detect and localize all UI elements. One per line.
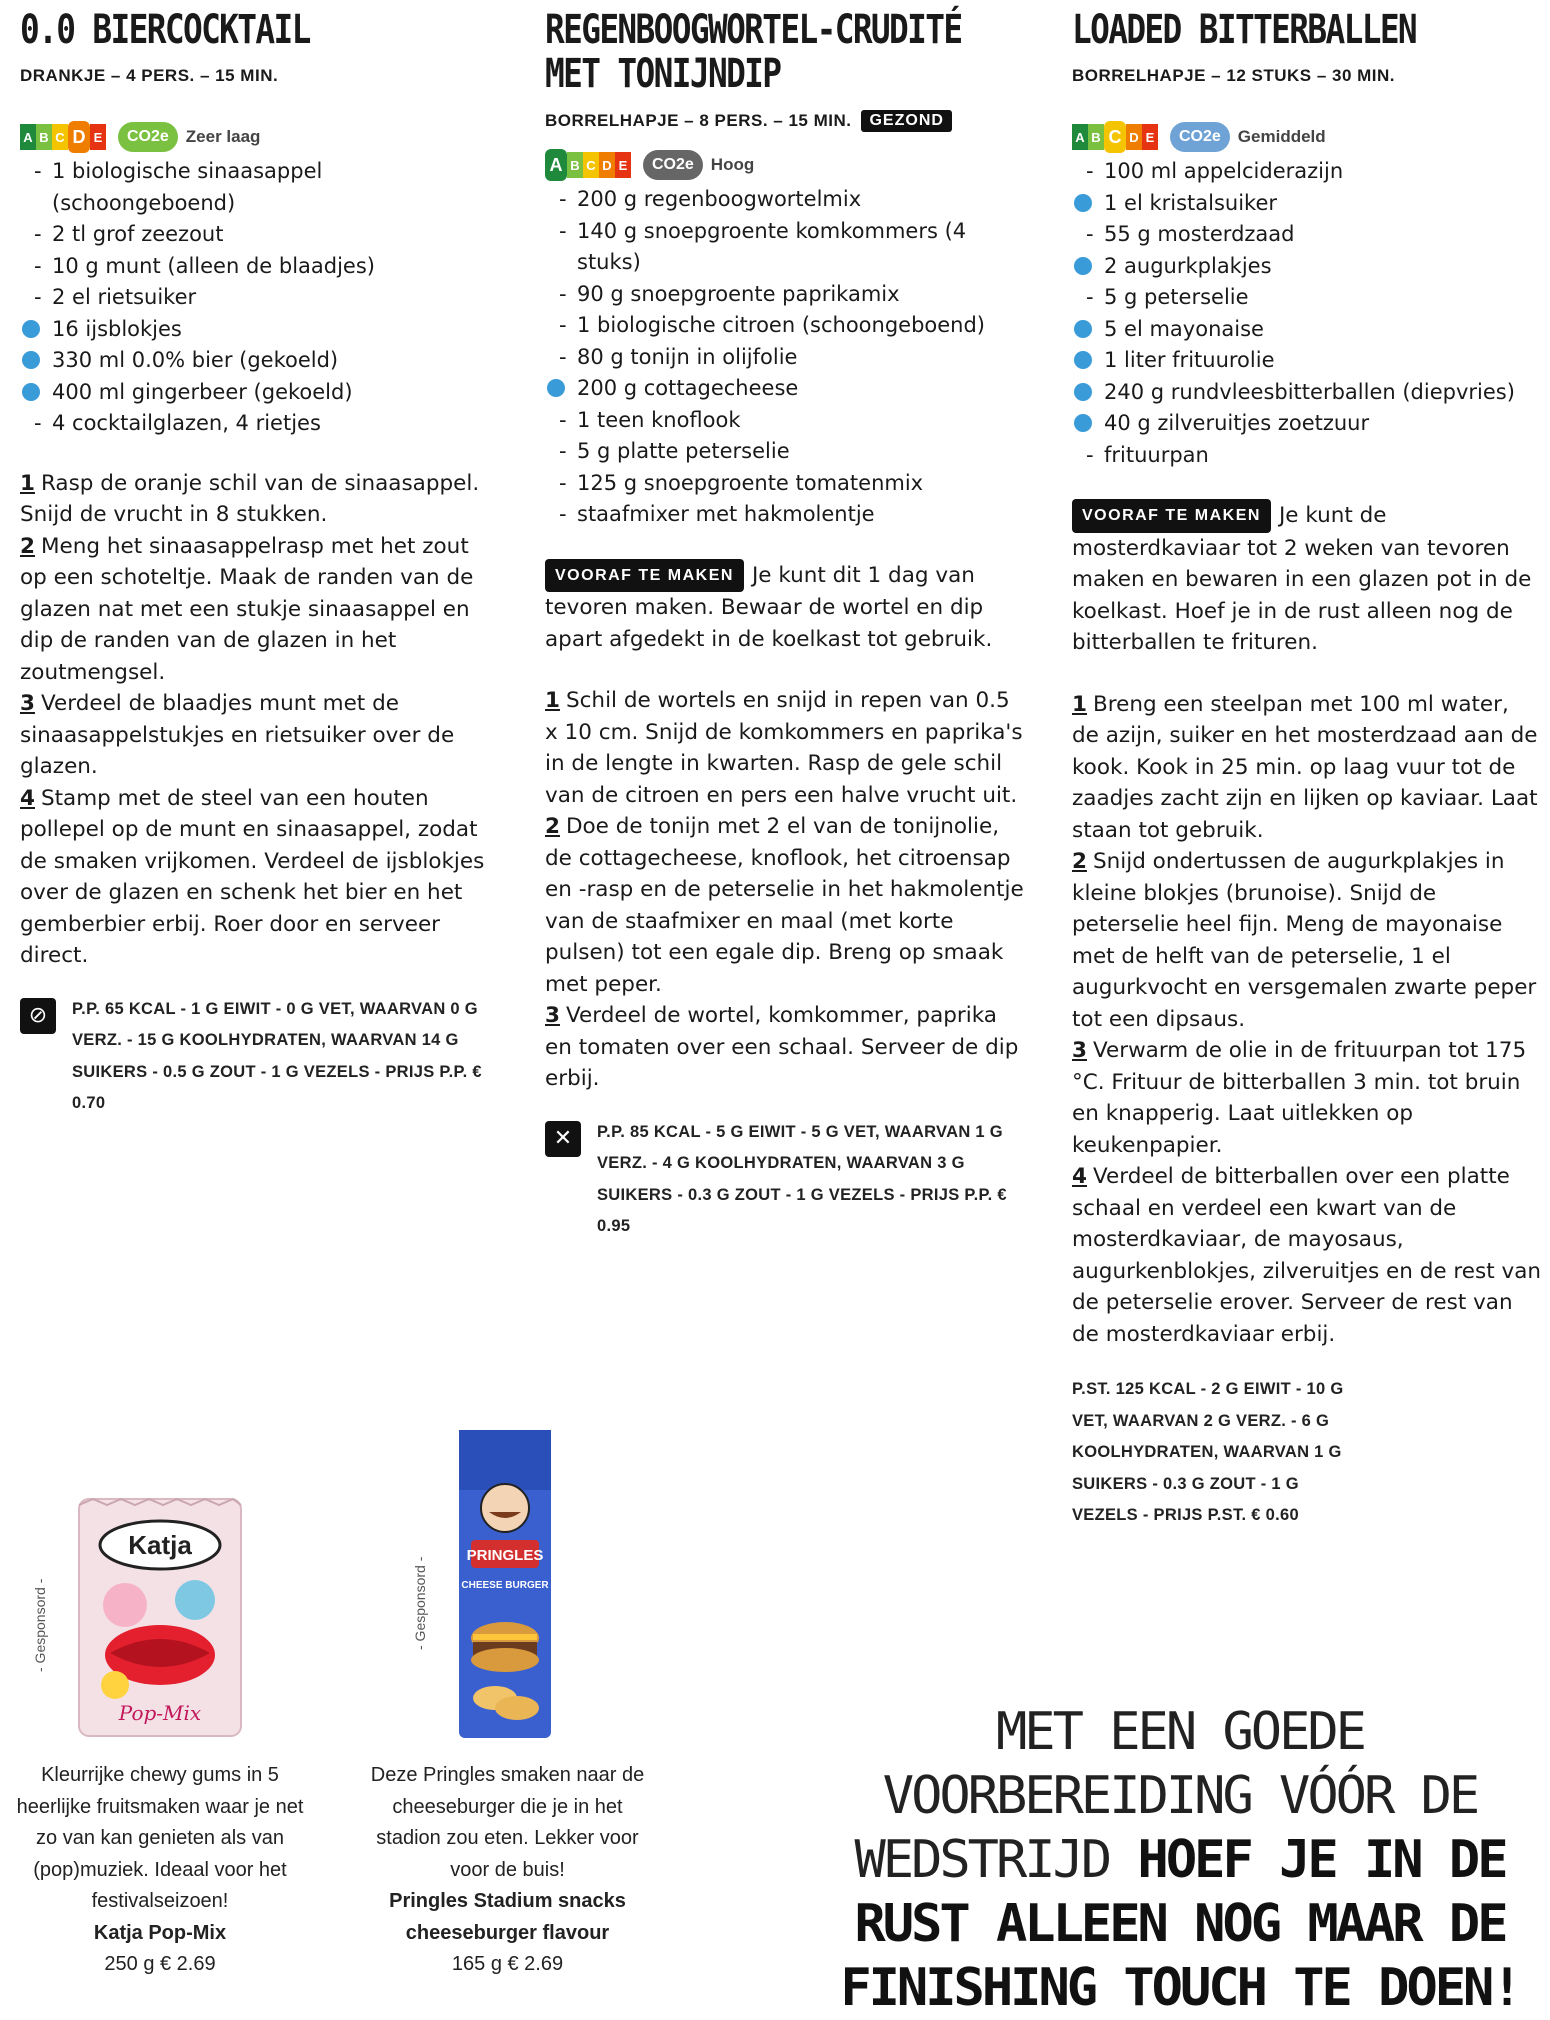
step-text: Snijd ondertussen de augurkplakjes in kleine blokjes (brunoise). Snijd de peterselie heel fijn. Meng de mayonaise met de helft van de peterselie, 1 el augurkvocht en versgemalen zwarte peper tot een dipsaus. (1072, 849, 1537, 1032)
ingredient-item (20, 408, 500, 440)
pringles-brand: PRINGLES (466, 1547, 544, 1564)
ingredient-item (20, 251, 500, 283)
step-text: Verwarm de olie in de frituurpan tot 175 °C. Frituur de bitterballen 3 min. tot bruin en knapperig. Laat uitlekken op keukenpapier. (1072, 1038, 1527, 1158)
ingredient-text: 100 ml appelciderazijn (1104, 159, 1344, 183)
step-number: 2 (20, 533, 35, 559)
ingredient-text: 4 cocktailglazen, 4 rietjes (52, 411, 321, 435)
no-alcohol-icon: ⊘ (20, 998, 56, 1034)
promo-price: 250 g € 2.69 (104, 1953, 216, 1975)
recipe-meta (545, 110, 1025, 132)
ingredient-text: 200 g cottagecheese (577, 376, 799, 400)
vooraf-block (545, 559, 1025, 656)
ingredient-item (545, 405, 1025, 437)
ingredient-text: 400 ml gingerbeer (gekoeld) (52, 379, 353, 404)
healthy-tag: GEZOND (861, 110, 951, 132)
ingredient-item (20, 156, 500, 219)
step-text: Rasp de oranje schil van de sinaasappel. Snijd de vrucht in 8 stukken. (20, 470, 480, 527)
step-text: Doe de tonijn met 2 el van de tonijnolie, de cottagecheese, knoflook, het citroensap en -rasp en de peterselie in het hakmolentje van de staafmixer en maal (met korte pulsen) tot een egale dip. Breng op smaak met peper. (545, 814, 1024, 997)
nutriscore-b: B (1088, 124, 1104, 150)
ingredient-item (545, 373, 1025, 405)
promo-katja (10, 1760, 310, 1981)
ingredient-item (545, 468, 1025, 500)
step-number: 3 (20, 691, 35, 716)
promo-price: 165 g € 2.69 (451, 1953, 564, 1975)
nutriscore-badge (20, 122, 106, 152)
recipe-biercocktail (20, 0, 500, 1120)
vooraf-text: Je kunt de mosterdkaviaar tot 2 weken van tevoren maken en bewaren in een glazen pot in de koelkast. Hoef je in de rust alleen nog de bitterballen te frituren. (1072, 503, 1532, 655)
recipe-step (20, 468, 500, 531)
ingredient-item (1072, 219, 1542, 251)
ingredient-text: 2 augurkplakjes (1104, 253, 1272, 278)
score-row (1072, 120, 1542, 154)
ingredient-text: 2 el rietsuiker (52, 285, 197, 309)
score-row (20, 120, 500, 154)
co2-label: Hoog (710, 155, 755, 174)
ingredient-item (545, 436, 1025, 468)
meta-text: BORRELHAPJE – 8 PERS. – 15 MIN. (545, 111, 852, 130)
water-drop-icon (1074, 414, 1092, 432)
water-drop-icon (1074, 194, 1092, 212)
ingredient-text: 125 g snoepgroente tomatenmix (577, 470, 924, 495)
co2-label: Zeer laag (185, 127, 261, 146)
sponsored-label: - Gesponsord - (32, 1578, 48, 1672)
nutriscore-badge (1072, 122, 1158, 152)
ingredient-text: 80 g tonijn in olijfolie (577, 344, 798, 369)
nutriscore-b: B (36, 124, 52, 150)
recipe-title-line1: REGENBOOGWORTEL-CRUDITÉ (545, 7, 962, 53)
ingredient-text: 55 g mosterdzaad (1104, 222, 1295, 246)
nutriscore-b: B (567, 152, 583, 178)
ingredient-text: 1 biologische citroen (schoongeboend) (577, 313, 986, 337)
nutriscore-a: A (545, 149, 567, 181)
ingredient-text: staafmixer met hakmolentje (577, 502, 875, 526)
step-number: 3 (545, 1003, 560, 1028)
ingredient-item (20, 314, 500, 346)
co2-cloud-icon: CO2e (643, 150, 703, 180)
ingredient-item (20, 282, 500, 314)
ingredient-item (1072, 345, 1542, 377)
nutriscore-d: D (1126, 124, 1142, 150)
ingredient-item (1072, 188, 1542, 220)
water-drop-icon (1074, 257, 1092, 275)
recipe-step (1072, 846, 1542, 1035)
water-drop-icon (547, 379, 565, 397)
ingredient-item (1072, 314, 1542, 346)
ingredient-list (20, 156, 500, 440)
recipe-title-line2: MET TONIJNDIP (545, 51, 781, 97)
recipe-step (545, 811, 1025, 1000)
ingredient-text: 240 g rundvleesbitterballen (diepvries) (1104, 379, 1515, 404)
katja-brand: Katja (128, 1530, 192, 1560)
ingredient-text: 1 teen knoflook (577, 407, 741, 432)
step-number: 1 (20, 470, 35, 496)
water-drop-icon (22, 320, 40, 338)
recipe-steps (545, 685, 1025, 1095)
ingredient-text: 5 g platte peterselie (577, 439, 790, 463)
promo-description: Kleurrijke chewy gums in 5 heerlijke fruitsmaken waar je net zo van kan genieten als van (pop)muziek. Ideaal voor het festivalseizoen! (16, 1764, 304, 1912)
pringles-can (455, 1428, 555, 1740)
nutriscore-c: C (583, 152, 599, 178)
closing-slogan (840, 1700, 1520, 2020)
ingredient-item (545, 184, 1025, 216)
water-drop-icon (1074, 320, 1092, 338)
katja-pack-text: Pop-Mix (118, 1701, 202, 1725)
katja-pop-mix-package (75, 1495, 245, 1740)
recipe-step (545, 685, 1025, 811)
ingredient-item (545, 342, 1025, 374)
ingredient-text: 1 liter frituurolie (1104, 348, 1275, 372)
water-drop-icon (22, 383, 40, 401)
ingredient-item (545, 216, 1025, 279)
ingredient-item (20, 219, 500, 251)
promo-pringles (365, 1760, 650, 1981)
ingredient-text: 5 el mayonaise (1104, 316, 1264, 341)
ingredient-item (1072, 251, 1542, 283)
recipe-steps (1072, 689, 1542, 1351)
promo-product-name: Pringles Stadium snacks cheeseburger flavour (389, 1890, 626, 1944)
slogan-thin: MET EEN GOEDE VOORBEREIDING VÓÓR DE WEDSTRIJD (854, 1702, 1478, 1890)
nutrition-info (20, 994, 500, 1120)
ingredient-list (1072, 156, 1542, 471)
pringles-pack-text: CHEESE BURGER (461, 1580, 549, 1591)
promo-description: Deze Pringles smaken naar de cheeseburger die je in het stadion zou eten. Lekker voor voor de buis! (370, 1764, 645, 1881)
ingredient-item (1072, 282, 1542, 314)
nutriscore-d: D (68, 121, 90, 153)
recipe-title: 0.0 BIERCOCKTAIL (20, 7, 310, 53)
ingredient-text: frituurpan (1104, 442, 1209, 467)
co2-label: Gemiddeld (1237, 127, 1326, 146)
ingredient-item (545, 279, 1025, 311)
co2-rating (1170, 122, 1326, 152)
recipe-step (1072, 1161, 1542, 1350)
vooraf-block (1072, 499, 1542, 659)
ingredient-item (1072, 156, 1542, 188)
co2-cloud-icon: CO2e (1170, 122, 1230, 152)
ingredient-item (545, 499, 1025, 531)
ingredient-text: 1 el kristalsuiker (1104, 190, 1278, 215)
step-text: Stamp met de steel van een houten pollepel op de munt en sinaasappel, zodat de smaken vrijkomen. Verdeel de ijsblokjes over de glazen en schenk het bier en het gemberbier erbij. Roer door en serveer direct. (20, 785, 485, 968)
step-text: Verdeel de blaadjes munt met de sinaasappelstukjes en rietsuiker over de glazen. (20, 691, 455, 779)
co2-cloud-icon: CO2e (118, 122, 178, 152)
ingredient-item (20, 345, 500, 377)
vooraf-text: Je kunt dit 1 dag van tevoren maken. Bewaar de wortel en dip apart afgedekt in de koelkast tot gebruik. (545, 562, 993, 652)
recipe-meta (20, 66, 500, 86)
slogan-bold: HOEF JE IN DE RUST ALLEEN NOG MAAR DE FINISHING TOUCH TE DOEN! (840, 1830, 1520, 2018)
ingredient-item (20, 377, 500, 409)
vooraf-label: VOORAF TE MAKEN (545, 559, 744, 593)
step-number: 1 (545, 688, 560, 713)
nutrition-text: P.P. 65 KCAL - 1 G EIWIT - 0 G VET, WAARVAN 0 G VERZ. - 15 G KOOLHYDRATEN, WAARVAN 14 G SUIKERS - 0.5 G ZOUT - 1 G VEZELS - PRIJS P.P. € 0.70 (72, 999, 482, 1112)
nutrition-text: P.ST. 125 KCAL - 2 G EIWIT - 10 G VET, WAARVAN 2 G VERZ. - 6 G KOOLHYDRATEN, WAARVAN 1 G SUIKERS - 0.3 G ZOUT - 1 G VEZELS - PRIJS P.ST. € 0.60 (1072, 1380, 1344, 1524)
ingredient-text: 200 g regenboogwortelmix (577, 187, 862, 211)
step-number: 3 (1072, 1038, 1087, 1063)
nutriscore-e: E (90, 124, 106, 150)
step-text: Verdeel de bitterballen over een platte schaal en verdeel een kwart van de mosterdkaviaar, de mayosaus, augurkenblokjes, zilveruitjes en de rest van de peterselie erover. Serveer de rest van de mosterdkaviaar erbij. (1072, 1164, 1542, 1347)
recipe-loaded-bitterballen (1072, 0, 1542, 1532)
recipe-steps (20, 468, 500, 972)
ingredient-text: 140 g snoepgroente komkommers (4 stuks) (577, 218, 967, 274)
step-number: 4 (20, 785, 35, 811)
score-row (545, 148, 1025, 182)
ingredient-text: 40 g zilveruitjes zoetzuur (1104, 411, 1370, 435)
recipe-meta (1072, 66, 1542, 86)
recipe-title: LOADED BITTERBALLEN (1072, 7, 1417, 53)
nutriscore-e: E (1142, 124, 1158, 150)
recipe-step (20, 688, 500, 783)
ingredient-text: 2 tl grof zeezout (52, 222, 224, 246)
cutlery-icon: ✕ (545, 1121, 581, 1157)
co2-rating (118, 122, 260, 152)
nutriscore-c: C (52, 124, 68, 150)
step-number: 1 (1072, 691, 1087, 717)
step-number: 2 (1072, 849, 1087, 874)
ingredient-text: 90 g snoepgroente paprikamix (577, 281, 900, 306)
ingredient-text: 330 ml 0.0% bier (gekoeld) (52, 348, 339, 372)
ingredient-item (545, 310, 1025, 342)
ingredient-item (1072, 440, 1542, 472)
nutriscore-a: A (1072, 124, 1088, 150)
nutrition-info (545, 1117, 1025, 1243)
ingredient-text: 1 biologische sinaasappel (schoongeboend) (52, 159, 323, 215)
water-drop-icon (22, 351, 40, 369)
meta-text: BORRELHAPJE – 12 STUKS – 30 MIN. (1072, 66, 1396, 85)
nutriscore-a: A (20, 124, 36, 150)
nutriscore-e: E (615, 152, 631, 178)
sponsored-label: - Gesponsord - (412, 1556, 428, 1650)
nutriscore-d: D (599, 152, 615, 178)
step-text: Meng het sinaasappelrasp met het zout op een schoteltje. Maak de randen van de glazen nat met een stukje sinaasappel en dip de randen van de glazen in het zoutmengsel. (20, 533, 474, 685)
water-drop-icon (1074, 351, 1092, 369)
recipe-step (1072, 1035, 1542, 1161)
meta-text: DRANKJE – 4 PERS. – 15 MIN. (20, 66, 279, 85)
step-text: Verdeel de wortel, komkommer, paprika en tomaten over een schaal. Serveer de dip erbij. (545, 1003, 1019, 1091)
step-text: Breng een steelpan met 100 ml water, de azijn, suiker en het mosterdzaad aan de kook. Kook in 25 min. op laag vuur tot de zaadjes zacht zijn en lijken op kaviaar. Laat staan tot gebruik. (1072, 691, 1538, 843)
co2-rating (643, 150, 754, 180)
ingredient-text: 16 ijsblokjes (52, 316, 182, 341)
recipe-step (20, 783, 500, 972)
nutriscore-c: C (1104, 121, 1126, 153)
ingredient-item (1072, 408, 1542, 440)
recipe-step (545, 1000, 1025, 1095)
ingredient-list (545, 184, 1025, 531)
ingredient-text: 10 g munt (alleen de blaadjes) (52, 253, 375, 278)
step-number: 2 (545, 814, 560, 839)
nutriscore-badge (545, 150, 631, 180)
promo-product-name: Katja Pop-Mix (93, 1921, 227, 1944)
recipe-regenboogwortel (545, 0, 1025, 1243)
ingredient-item (1072, 377, 1542, 409)
ingredient-text: 5 g peterselie (1104, 285, 1249, 309)
water-drop-icon (1074, 383, 1092, 401)
step-text: Schil de wortels en snijd in repen van 0.5 x 10 cm. Snijd de komkommers en paprika's in de lengte in kwarten. Rasp de gele schil van de citroen en pers een halve vrucht uit. (545, 688, 1023, 808)
step-number: 4 (1072, 1164, 1087, 1189)
recipe-step (1072, 689, 1542, 847)
vooraf-label: VOORAF TE MAKEN (1072, 499, 1271, 533)
nutrition-text: P.P. 85 KCAL - 5 G EIWIT - 5 G VET, WAARVAN 1 G VERZ. - 4 G KOOLHYDRATEN, WAARVAN 3 G SUIKERS - 0.3 G ZOUT - 1 G VEZELS - PRIJS P.P. € 0.95 (597, 1122, 1007, 1235)
recipe-step (20, 531, 500, 689)
